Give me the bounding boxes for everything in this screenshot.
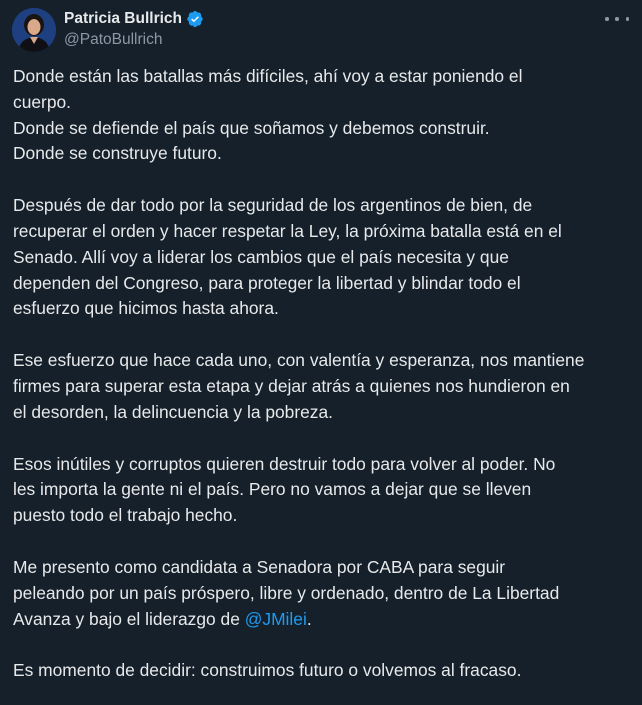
name-row — [64, 9, 204, 29]
mention-link[interactable]: @JMilei — [244, 608, 307, 629]
more-dot — [626, 17, 630, 21]
tweet-paragraph — [13, 452, 633, 529]
avatar[interactable] — [12, 8, 56, 52]
tweet-line: esfuerzo que hicimos hasta ahora. — [13, 298, 279, 319]
tweet-text — [13, 64, 633, 684]
tweet-paragraph — [13, 193, 633, 322]
tweet-line: Donde se construye futuro. — [13, 143, 222, 164]
tweet-paragraph — [13, 64, 633, 167]
tweet-line-text: . — [306, 608, 312, 629]
tweet-line: cuerpo. — [13, 91, 72, 112]
tweet-line: Donde se defiende el país que soñamos y debemos construir. — [13, 117, 490, 138]
verified-badge-icon[interactable] — [186, 10, 204, 28]
author-info — [64, 9, 204, 50]
profile-photo-icon — [12, 8, 56, 52]
tweet-line: peleando por un país próspero, libre y ordenado, dentro de La Libertad — [13, 582, 560, 603]
tweet-line: firmes para superar esta etapa y dejar atrás a quienes nos hundieron en — [13, 375, 570, 396]
tweet-line: dependen del Congreso, para proteger la libertad y blindar todo el — [13, 272, 521, 293]
tweet-paragraph — [13, 658, 633, 684]
tweet-line: Senado. Allí voy a liderar los cambios que el país necesita y que — [13, 246, 509, 267]
tweet-header — [12, 7, 630, 53]
tweet-paragraph — [13, 348, 633, 425]
tweet-line: les importa la gente ni el país. Pero no vamos a dejar que se lleven — [13, 479, 532, 500]
tweet-line: Ese esfuerzo que hace cada uno, con valentía y esperanza, nos mantiene — [13, 350, 585, 371]
tweet-line: Después de dar todo por la seguridad de los argentinos de bien, de — [13, 195, 533, 216]
more-dot — [615, 17, 619, 21]
tweet-line — [13, 607, 633, 633]
tweet-line: el desorden, la delincuencia y la pobreza. — [13, 401, 334, 422]
tweet-line: Es momento de decidir: construimos futuro o volvemos al fracaso. — [13, 660, 522, 681]
author-display-name[interactable]: Patricia Bullrich — [64, 10, 183, 27]
tweet-paragraph — [13, 555, 633, 632]
tweet-line-text: Avanza y bajo el liderazgo de — [13, 608, 245, 629]
tweet-line: recuperar el orden y hacer respetar la Ley, la próxima batalla está en el — [13, 220, 562, 241]
tweet-line: Me presento como candidata a Senadora por CABA para seguir — [13, 556, 506, 577]
more-dot — [605, 17, 609, 21]
tweet-line: Esos inútiles y corruptos quieren destruir todo para volver al poder. No — [13, 453, 556, 474]
tweet-line: puesto todo el trabajo hecho. — [13, 505, 238, 526]
more-options-icon[interactable] — [604, 9, 630, 29]
tweet-line: Donde están las batallas más difíciles, ahí voy a estar poniendo el — [13, 66, 523, 86]
author-handle[interactable]: @PatoBullrich — [64, 31, 163, 48]
